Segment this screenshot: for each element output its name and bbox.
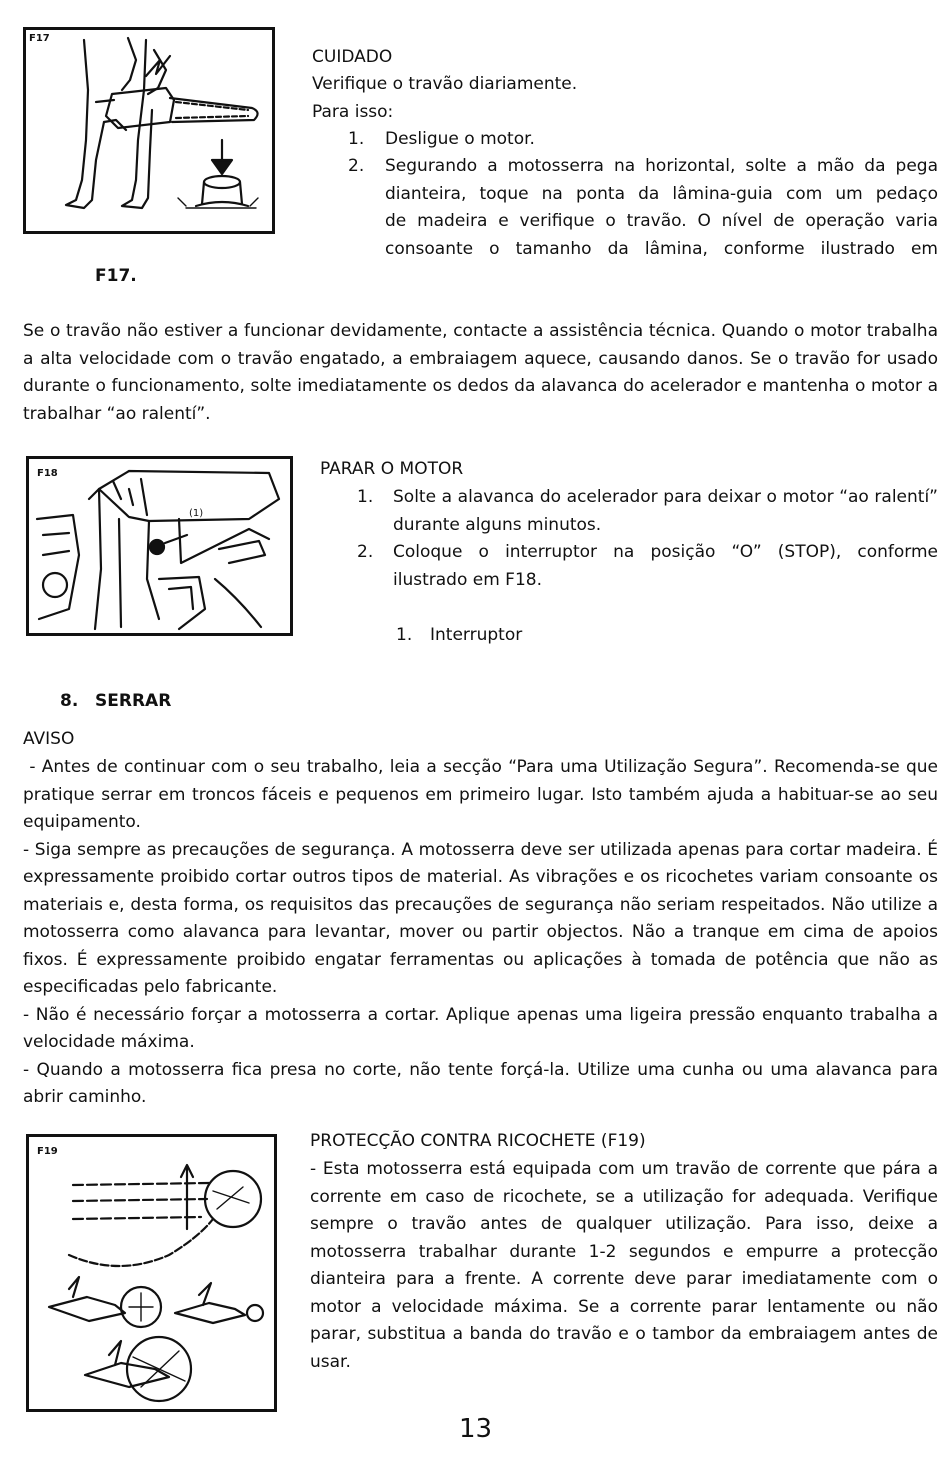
proteccao-text: - Esta motosserra está equipada com um travão de corrente que pára a corrente em caso de ricochete, se a utilização for adequada. Verifique sempre o travão antes de qualquer utilização. Para isso, deixe a motosserra trabalhar durante 1-2 segundos e empurre a protecção dianteira para a frente. A corrente deve parar imediatamente com o motor a velocidade máxima. Se a corrente parar lentamente ou não parar, substitua a banda do travão e o tambor da embraiagem antes de usar. bbox=[310, 1159, 938, 1372]
serrar-paragraph-1: - Antes de continuar com o seu trabalho, leia a secção “Para uma Utilização Segura”. Recomenda-se que pratique serrar em troncos fáceis e pequenos em primeiro lugar. Isto também ajuda a habituar-se ao seu equipamento. bbox=[23, 757, 944, 832]
parar-step-1-text-content: Solte a alavanca do acelerador para deixar o motor “ao ralentí” durante alguns minutos. bbox=[393, 487, 938, 535]
serrar-paragraph-3: - Não é necessário forçar a motosserra a cortar. Aplique apenas uma ligeira pressão enquanto trabalha a velocidade máxima. bbox=[23, 1004, 938, 1052]
cuidado-step-2-line-1: Segurando a motosserra na horizontal, solte a mão da pega bbox=[385, 156, 938, 176]
parar-step-2-text bbox=[393, 539, 938, 594]
serrar-paragraph-2: - Siga sempre as precauções de segurança. A motosserra deve ser utilizada apenas para cortar madeira. É expressamente proibido cortar outros tipos de material. As vibrações e os ricochetes variam consoante os materiais e, desta forma, os requisitos das precauções de segurança não seriam respeitados. Não utilize a motosserra como alavanca para levantar, mover ou partir objectos. Não a tranque em cima de apoios fixos. É expressamente proibido engatar ferramentas ou aplicações à tomada de potência que não as especificadas pelo fabricante. bbox=[23, 839, 938, 997]
figure-f18-tag: F18 bbox=[37, 468, 58, 479]
cuidado-step-1-number: 1. bbox=[348, 129, 365, 149]
cuidado-step-2-line-4: consoante o tamanho da lâmina, conforme ilustrado em bbox=[385, 239, 938, 259]
serrar-paragraph-4: - Quando a motosserra fica presa no corte, não tente forçá-la. Utilize uma cunha ou uma alavanca para abrir caminho. bbox=[23, 1059, 938, 1107]
section-8-number: 8. bbox=[60, 691, 79, 711]
cuidado-step-2-line-2: dianteira, toque na ponta da lâmina-guia com um pedaço bbox=[385, 184, 938, 204]
parar-step-2-number: 2. bbox=[357, 542, 374, 562]
stop-switch-illustration bbox=[29, 459, 290, 633]
cuidado-line-1: Verifique o travão diariamente. bbox=[312, 74, 578, 94]
parar-title: PARAR O MOTOR bbox=[320, 459, 464, 479]
figure-f19-tag: F19 bbox=[37, 1146, 58, 1157]
cuidado-line-2: Para isso: bbox=[312, 102, 394, 122]
figure-f17 bbox=[23, 27, 275, 234]
aviso-label: AVISO bbox=[23, 729, 75, 749]
parar-step-2-text-content: Coloque o interruptor na posição “O” (STOP), conforme ilustrado em F18. bbox=[393, 542, 938, 590]
figure-f19 bbox=[26, 1134, 277, 1412]
cuidado-step-1-text: Desligue o motor. bbox=[385, 129, 535, 149]
cuidado-step-2-number: 2. bbox=[348, 156, 365, 176]
parar-legend-number: 1. bbox=[396, 625, 413, 645]
section-8-title: SERRAR bbox=[95, 691, 172, 711]
figure-f17-tag: F17 bbox=[29, 33, 50, 44]
cuidado-step-2-line-3: de madeira e verifique o travão. O nível de operação varia bbox=[385, 211, 938, 231]
brake-failure-paragraph: Se o travão não estiver a funcionar devidamente, contacte a assistência técnica. Quando o motor trabalha a alta velocidade com o travão engatado, a embraiagem aquece, causando danos. Se o travão for usado durante o funcionamento, solte imediatamente os dedos da alavanca do acelerador e mantenha o motor a trabalhar “ao ralentí”. bbox=[23, 321, 938, 424]
figure-f18-callout: (1) bbox=[189, 508, 204, 519]
figure-f18 bbox=[26, 456, 293, 636]
serrar-paragraphs bbox=[23, 754, 944, 1112]
parar-step-1-number: 1. bbox=[357, 487, 374, 507]
figure-f17-caption: F17. bbox=[95, 266, 137, 286]
page-number: 13 bbox=[459, 1414, 493, 1444]
parar-legend-text: Interruptor bbox=[430, 625, 523, 645]
parar-step-1-text bbox=[393, 484, 938, 539]
proteccao-title: PROTECÇÃO CONTRA RICOCHETE (F19) bbox=[310, 1131, 646, 1151]
cuidado-title: CUIDADO bbox=[312, 47, 393, 67]
chainsaw-brake-test-illustration bbox=[26, 30, 272, 231]
kickback-illustration bbox=[29, 1137, 274, 1409]
